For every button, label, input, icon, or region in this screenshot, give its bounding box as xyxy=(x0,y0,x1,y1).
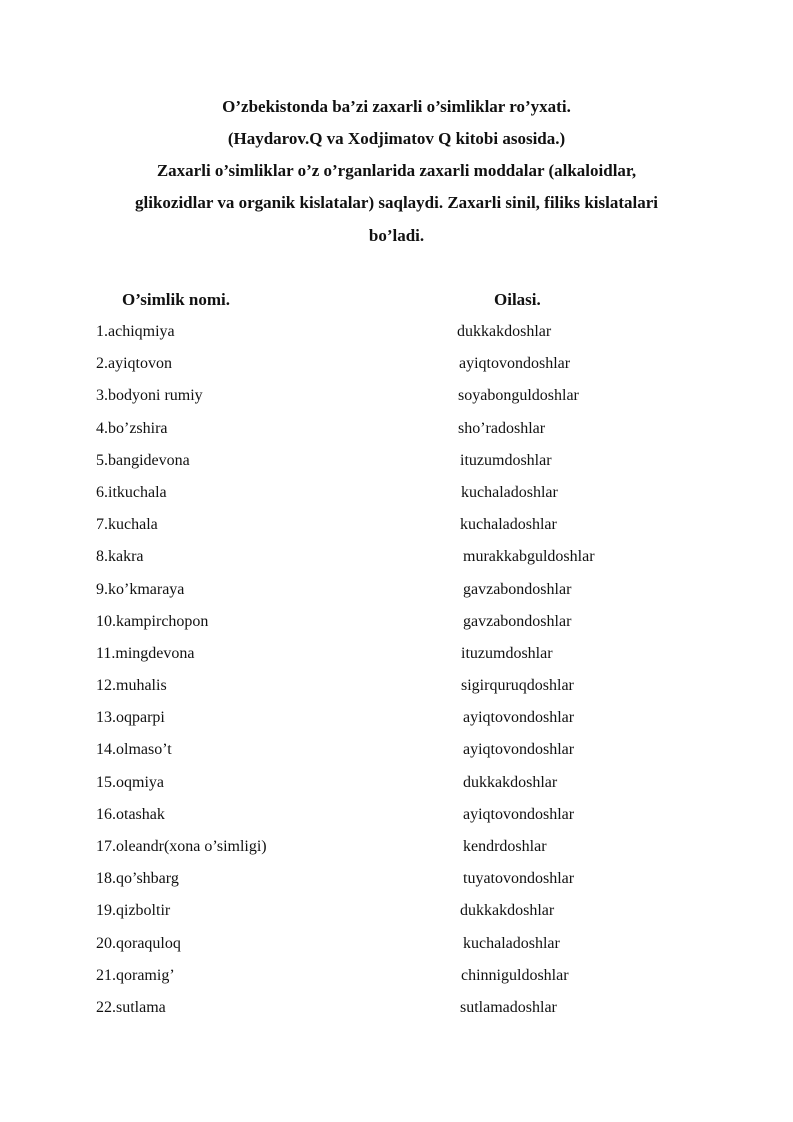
plant-family: dukkakdoshlar xyxy=(460,902,555,920)
table-row xyxy=(0,901,793,933)
table-row xyxy=(0,322,793,354)
plant-name: 12.muhalis xyxy=(96,677,167,695)
table-row xyxy=(0,612,793,644)
column-header-family: Oilasi. xyxy=(494,290,541,309)
plant-family: tuyatovondoshlar xyxy=(463,870,575,888)
table-row xyxy=(0,869,793,901)
plant-name: 3.bodyoni rumiy xyxy=(96,387,203,405)
plant-family: chinniguldoshlar xyxy=(461,966,569,984)
table-row xyxy=(0,837,793,869)
table-row xyxy=(0,354,793,386)
plant-name: 14.olmaso’t xyxy=(96,741,172,759)
plant-name: 16.otashak xyxy=(96,805,165,823)
plant-family: ayiqtovondoshlar xyxy=(463,709,575,727)
plant-family: sigirquruqdoshlar xyxy=(461,677,574,695)
table-row xyxy=(0,483,793,515)
plant-name: 4.bo’zshira xyxy=(96,419,168,437)
plant-name: 9.ko’kmaraya xyxy=(96,580,185,598)
plant-name: 10.kampirchopon xyxy=(96,612,209,630)
table-row xyxy=(0,644,793,676)
document-intro-line-3: bo’ladi. xyxy=(368,226,425,245)
plant-family: ituzumdoshlar xyxy=(460,451,552,469)
table-row xyxy=(0,386,793,418)
plant-name: 17.oleandr(xona o’simligi) xyxy=(96,838,267,855)
plant-family: soyabonguldoshlar xyxy=(458,387,579,405)
table-row xyxy=(0,966,793,998)
plant-family: dukkakdoshlar xyxy=(463,773,558,791)
plant-name: 19.qizboltir xyxy=(96,902,171,920)
plant-family: kuchaladoshlar xyxy=(461,483,558,501)
document-source: (Haydarov.Q va Xodjimatov Q kitobi asosida.) xyxy=(227,129,566,148)
table-row xyxy=(0,580,793,612)
document-intro-line-1: Zaxarli o’simliklar o’z o’rganlarida zaxarli moddalar (alkaloidlar, xyxy=(156,161,637,180)
table-row xyxy=(0,805,793,837)
plant-name: 15.oqmiya xyxy=(96,773,164,791)
plant-name: 22.sutlama xyxy=(96,998,166,1016)
table-row xyxy=(0,515,793,547)
table-row xyxy=(0,998,793,1030)
plant-family: ayiqtovondoshlar xyxy=(463,805,575,823)
plant-family: kuchaladoshlar xyxy=(460,516,557,534)
plant-family: kuchaladoshlar xyxy=(463,934,560,952)
plant-name: 18.qo’shbarg xyxy=(96,870,179,888)
table-row xyxy=(0,451,793,483)
plant-name: 2.ayiqtovon xyxy=(96,355,172,373)
plant-name: 8.kakra xyxy=(96,548,144,566)
plant-family: murakkabguldoshlar xyxy=(463,548,595,566)
plant-family: kendrdoshlar xyxy=(463,838,547,855)
column-header-name: O’simlik nomi. xyxy=(122,290,230,309)
plant-name: 5.bangidevona xyxy=(96,451,190,469)
plant-family: ayiqtovondoshlar xyxy=(459,355,571,373)
plant-name: 11.mingdevona xyxy=(96,644,195,662)
table-row xyxy=(0,708,793,740)
plant-family: gavzabondoshlar xyxy=(463,580,572,598)
plant-name: 21.qoramig’ xyxy=(96,966,175,984)
table-row xyxy=(0,773,793,805)
plant-family: ayiqtovondoshlar xyxy=(463,741,575,759)
table-row xyxy=(0,740,793,772)
document-intro-line-2: glikozidlar va organik kislatalar) saqlaydi. Zaxarli sinil, filiks kislatalari xyxy=(135,193,658,212)
plant-family: ituzumdoshlar xyxy=(461,644,553,662)
plant-family: sho’radoshlar xyxy=(458,419,546,437)
document-title: O’zbekistonda ba’zi zaxarli o’simliklar ro’yxati. xyxy=(222,97,571,116)
table-row xyxy=(0,547,793,579)
table-row xyxy=(0,934,793,966)
plant-name: 1.achiqmiya xyxy=(96,323,175,340)
plant-name: 7.kuchala xyxy=(96,516,158,534)
plant-name: 13.oqparpi xyxy=(96,709,165,727)
plant-name: 20.qoraquloq xyxy=(96,934,181,952)
plant-family: dukkakdoshlar xyxy=(457,323,552,340)
plant-list xyxy=(0,322,793,1030)
table-row xyxy=(0,676,793,708)
table-row xyxy=(0,419,793,451)
plant-family: sutlamadoshlar xyxy=(460,998,557,1016)
plant-name: 6.itkuchala xyxy=(96,483,167,501)
plant-family: gavzabondoshlar xyxy=(463,612,572,630)
